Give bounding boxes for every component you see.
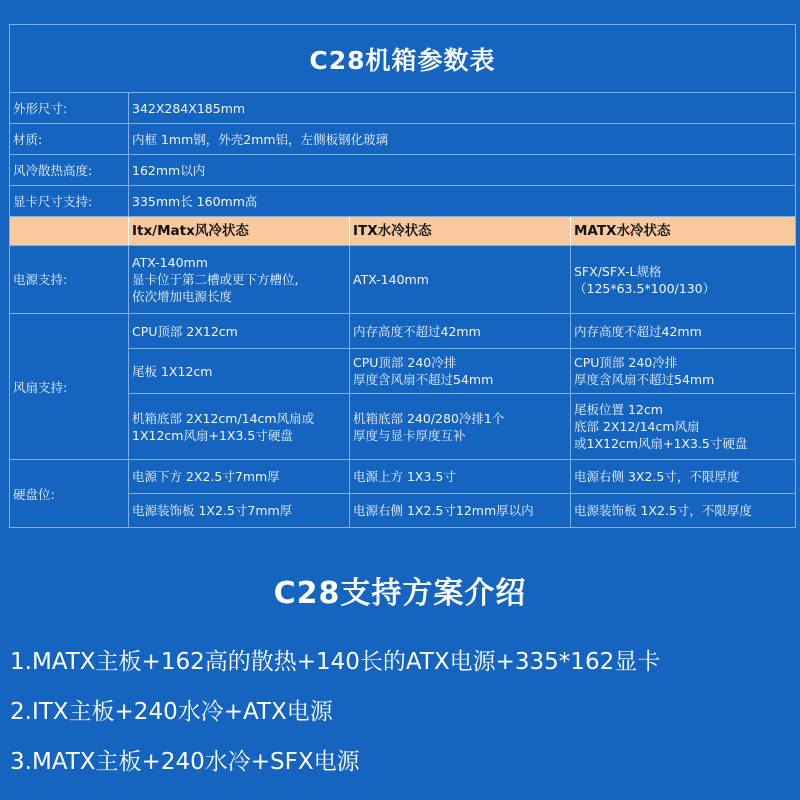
spec-value: 342X284X185mm — [132, 100, 246, 116]
fan-cell — [350, 349, 571, 393]
cell-line: CPU顶部 240冷排 — [574, 355, 678, 370]
fan-group — [10, 314, 795, 460]
cell-line: 电源下方 2X2.5寸7mm厚 — [132, 469, 280, 484]
power-cell — [571, 246, 795, 313]
table-title-row — [10, 25, 795, 93]
fan-cell — [350, 314, 571, 348]
fan-cell — [571, 394, 795, 459]
spec-row-material — [10, 124, 795, 155]
table-row — [129, 494, 795, 527]
drive-cell — [571, 460, 795, 493]
power-row — [10, 246, 795, 314]
fan-cell — [571, 314, 795, 348]
table-row — [129, 349, 795, 394]
table-row — [129, 394, 795, 459]
cell-line: 机箱底部 240/280冷排1个 — [353, 410, 505, 426]
cell-line: 1X12cm风扇+1X3.5寸硬盘 — [132, 427, 293, 443]
drive-cell — [129, 460, 350, 493]
spec-label: 风冷散热高度: — [10, 155, 129, 185]
cell-line: 电源装饰板 1X2.5寸7mm厚 — [132, 503, 293, 518]
drive-label: 硬盘位: — [10, 460, 129, 527]
plans-title: C28支持方案介绍 — [273, 576, 527, 611]
cell-line: 机箱底部 2X12cm/14cm风扇或 — [132, 410, 315, 426]
column-header-row — [10, 217, 795, 246]
cell-line: CPU顶部 2X12cm — [132, 323, 238, 339]
cell-line: 电源上方 1X3.5寸 — [353, 469, 456, 484]
cell-line: ATX-140mm — [132, 255, 208, 270]
drive-cell — [350, 460, 571, 493]
power-label: 电源支持: — [10, 246, 129, 313]
table-row — [129, 314, 795, 349]
cell-line: 依次增加电源长度 — [132, 289, 233, 304]
plan-item: 1.MATX主板+162高的散热+140长的ATX电源+335*162显卡 — [10, 649, 661, 675]
spec-row-cooler-height — [10, 155, 795, 186]
plan-item: 2.ITX主板+240水冷+ATX电源 — [10, 699, 333, 725]
power-cell — [129, 246, 350, 313]
cell-line: 电源装饰板 1X2.5寸，不限厚度 — [574, 503, 752, 518]
cell-line: 电源右侧 1X2.5寸12mm厚以内 — [353, 503, 534, 518]
drive-cell — [350, 494, 571, 527]
cell-line: CPU顶部 240冷排 — [353, 355, 457, 370]
table-row — [129, 460, 795, 494]
fan-cell — [129, 349, 350, 393]
column-header: MATX水冷状态 — [574, 222, 671, 239]
cell-line: 或1X12cm风扇+1X3.5寸硬盘 — [574, 436, 748, 451]
cell-line: 厚度含风扇不超过54mm — [574, 372, 715, 387]
fan-cell — [571, 349, 795, 393]
cell-line: 显卡位于第二槽或更下方槽位, — [132, 272, 299, 287]
spec-value: 335mm长 160mm高 — [132, 193, 258, 209]
drive-group — [10, 460, 795, 527]
cell-line: 电源右侧 3X2.5寸，不限厚度 — [574, 469, 740, 484]
cell-line: ATX-140mm — [353, 272, 429, 287]
table-title: C28机箱参数表 — [309, 45, 496, 75]
spec-label: 材质: — [10, 124, 129, 154]
column-header-empty — [10, 217, 129, 245]
drive-cell — [129, 494, 350, 527]
drive-cell — [571, 494, 795, 527]
power-cell — [350, 246, 571, 313]
cell-line: 内存高度不超过42mm — [353, 323, 481, 339]
fan-label: 风扇支持: — [10, 314, 129, 459]
spec-table — [9, 24, 796, 528]
cell-line: （125*63.5*100/130） — [574, 280, 716, 296]
column-header: ITX水冷状态 — [350, 217, 571, 245]
cell-line: 尾板 1X12cm — [132, 363, 213, 379]
spec-label: 显卡尺寸支持: — [10, 186, 129, 216]
spec-label: 外形尺寸: — [10, 93, 129, 123]
cell-line: 厚度含风扇不超过54mm — [353, 372, 494, 387]
cell-line: 底部 2X12/14cm风扇 — [574, 419, 700, 434]
fan-cell — [129, 314, 350, 348]
spec-value: 内框 1mm钢，外壳2mm铝，左侧板钢化玻璃 — [132, 131, 389, 147]
plan-item: 3.MATX主板+240水冷+SFX电源 — [10, 749, 360, 775]
cell-line: 尾板位置 12cm — [574, 402, 663, 417]
spec-value: 162mm以内 — [132, 162, 206, 178]
cell-line: SFX/SFX-L规格 — [574, 263, 662, 279]
spec-row-size — [10, 93, 795, 124]
fan-cell — [129, 394, 350, 459]
spec-row-gpu-size — [10, 186, 795, 217]
plan-list — [10, 642, 660, 792]
fan-cell — [350, 394, 571, 459]
cell-line: 内存高度不超过42mm — [574, 323, 702, 339]
column-header: Itx/Matx风冷状态 — [129, 217, 350, 245]
cell-line: 厚度与显卡厚度互补 — [353, 427, 466, 443]
